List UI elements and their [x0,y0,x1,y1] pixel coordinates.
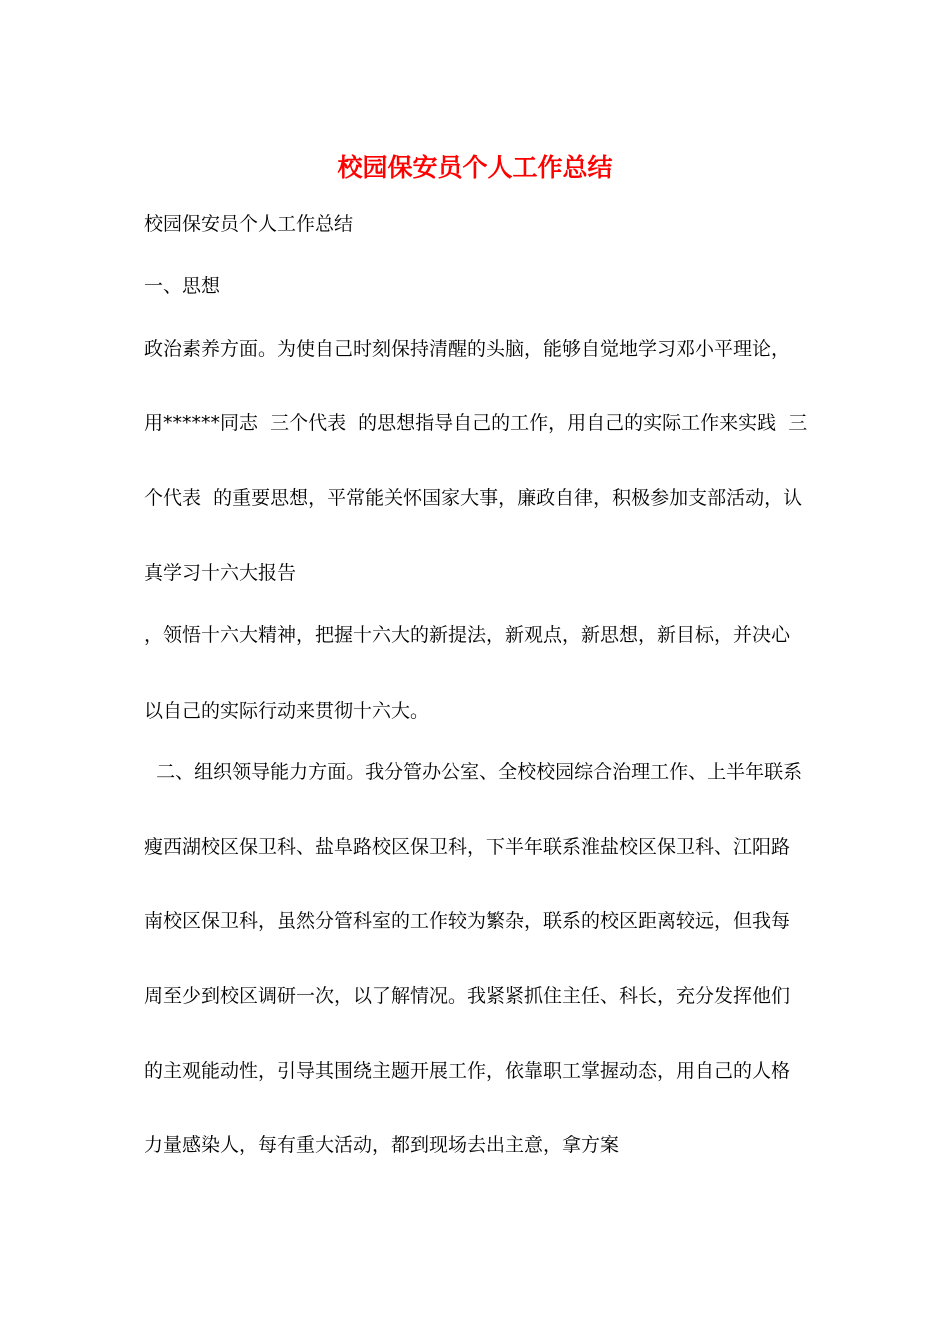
body-line-5: ，领悟十六大精神，把握十六大的新提法，新观点，新思想，新目标，并决心 [144,624,791,646]
body-line-4: 真学习十六大报告 [144,562,297,584]
body-line-12: 力量感染人，每有重大活动，都到现场去出主意，拿方案 [144,1134,620,1156]
body-line-6: 以自己的实际行动来贯彻十六大。 [144,700,430,722]
body-line-9: 南校区保卫科，虽然分管科室的工作较为繁杂，联系的校区距离较远，但我每 [144,910,791,932]
body-line-7: 二、组织领导能力方面。我分管办公室、全校校园综合治理工作、上半年联系 [144,761,803,783]
body-line-11: 的主观能动性，引导其围绕主题开展工作，依靠职工掌握动态，用自己的人格 [144,1060,791,1082]
document-title: 校园保安员个人工作总结 [337,153,613,182]
body-line-3: 个代表 的重要思想，平常能关怀国家大事，廉政自律，积极参加支部活动，认 [144,487,803,509]
body-line-1: 政治素养方面。为使自己时刻保持清醒的头脑，能够自觉地学习邓小平理论， [144,338,791,360]
section-heading-thought: 一、思想 [144,275,221,297]
body-line-10: 周至少到校区调研一次，以了解情况。我紧紧抓住主任、科长，充分发挥他们 [144,985,791,1007]
body-line-8: 瘦西湖校区保卫科、盐阜路校区保卫科，下半年联系淮盐校区保卫科、江阳路 [144,836,791,858]
document-subtitle: 校园保安员个人工作总结 [144,213,354,235]
body-line-2: 用******同志 三个代表 的思想指导自己的工作，用自己的实际工作来实践 三 [144,412,808,434]
